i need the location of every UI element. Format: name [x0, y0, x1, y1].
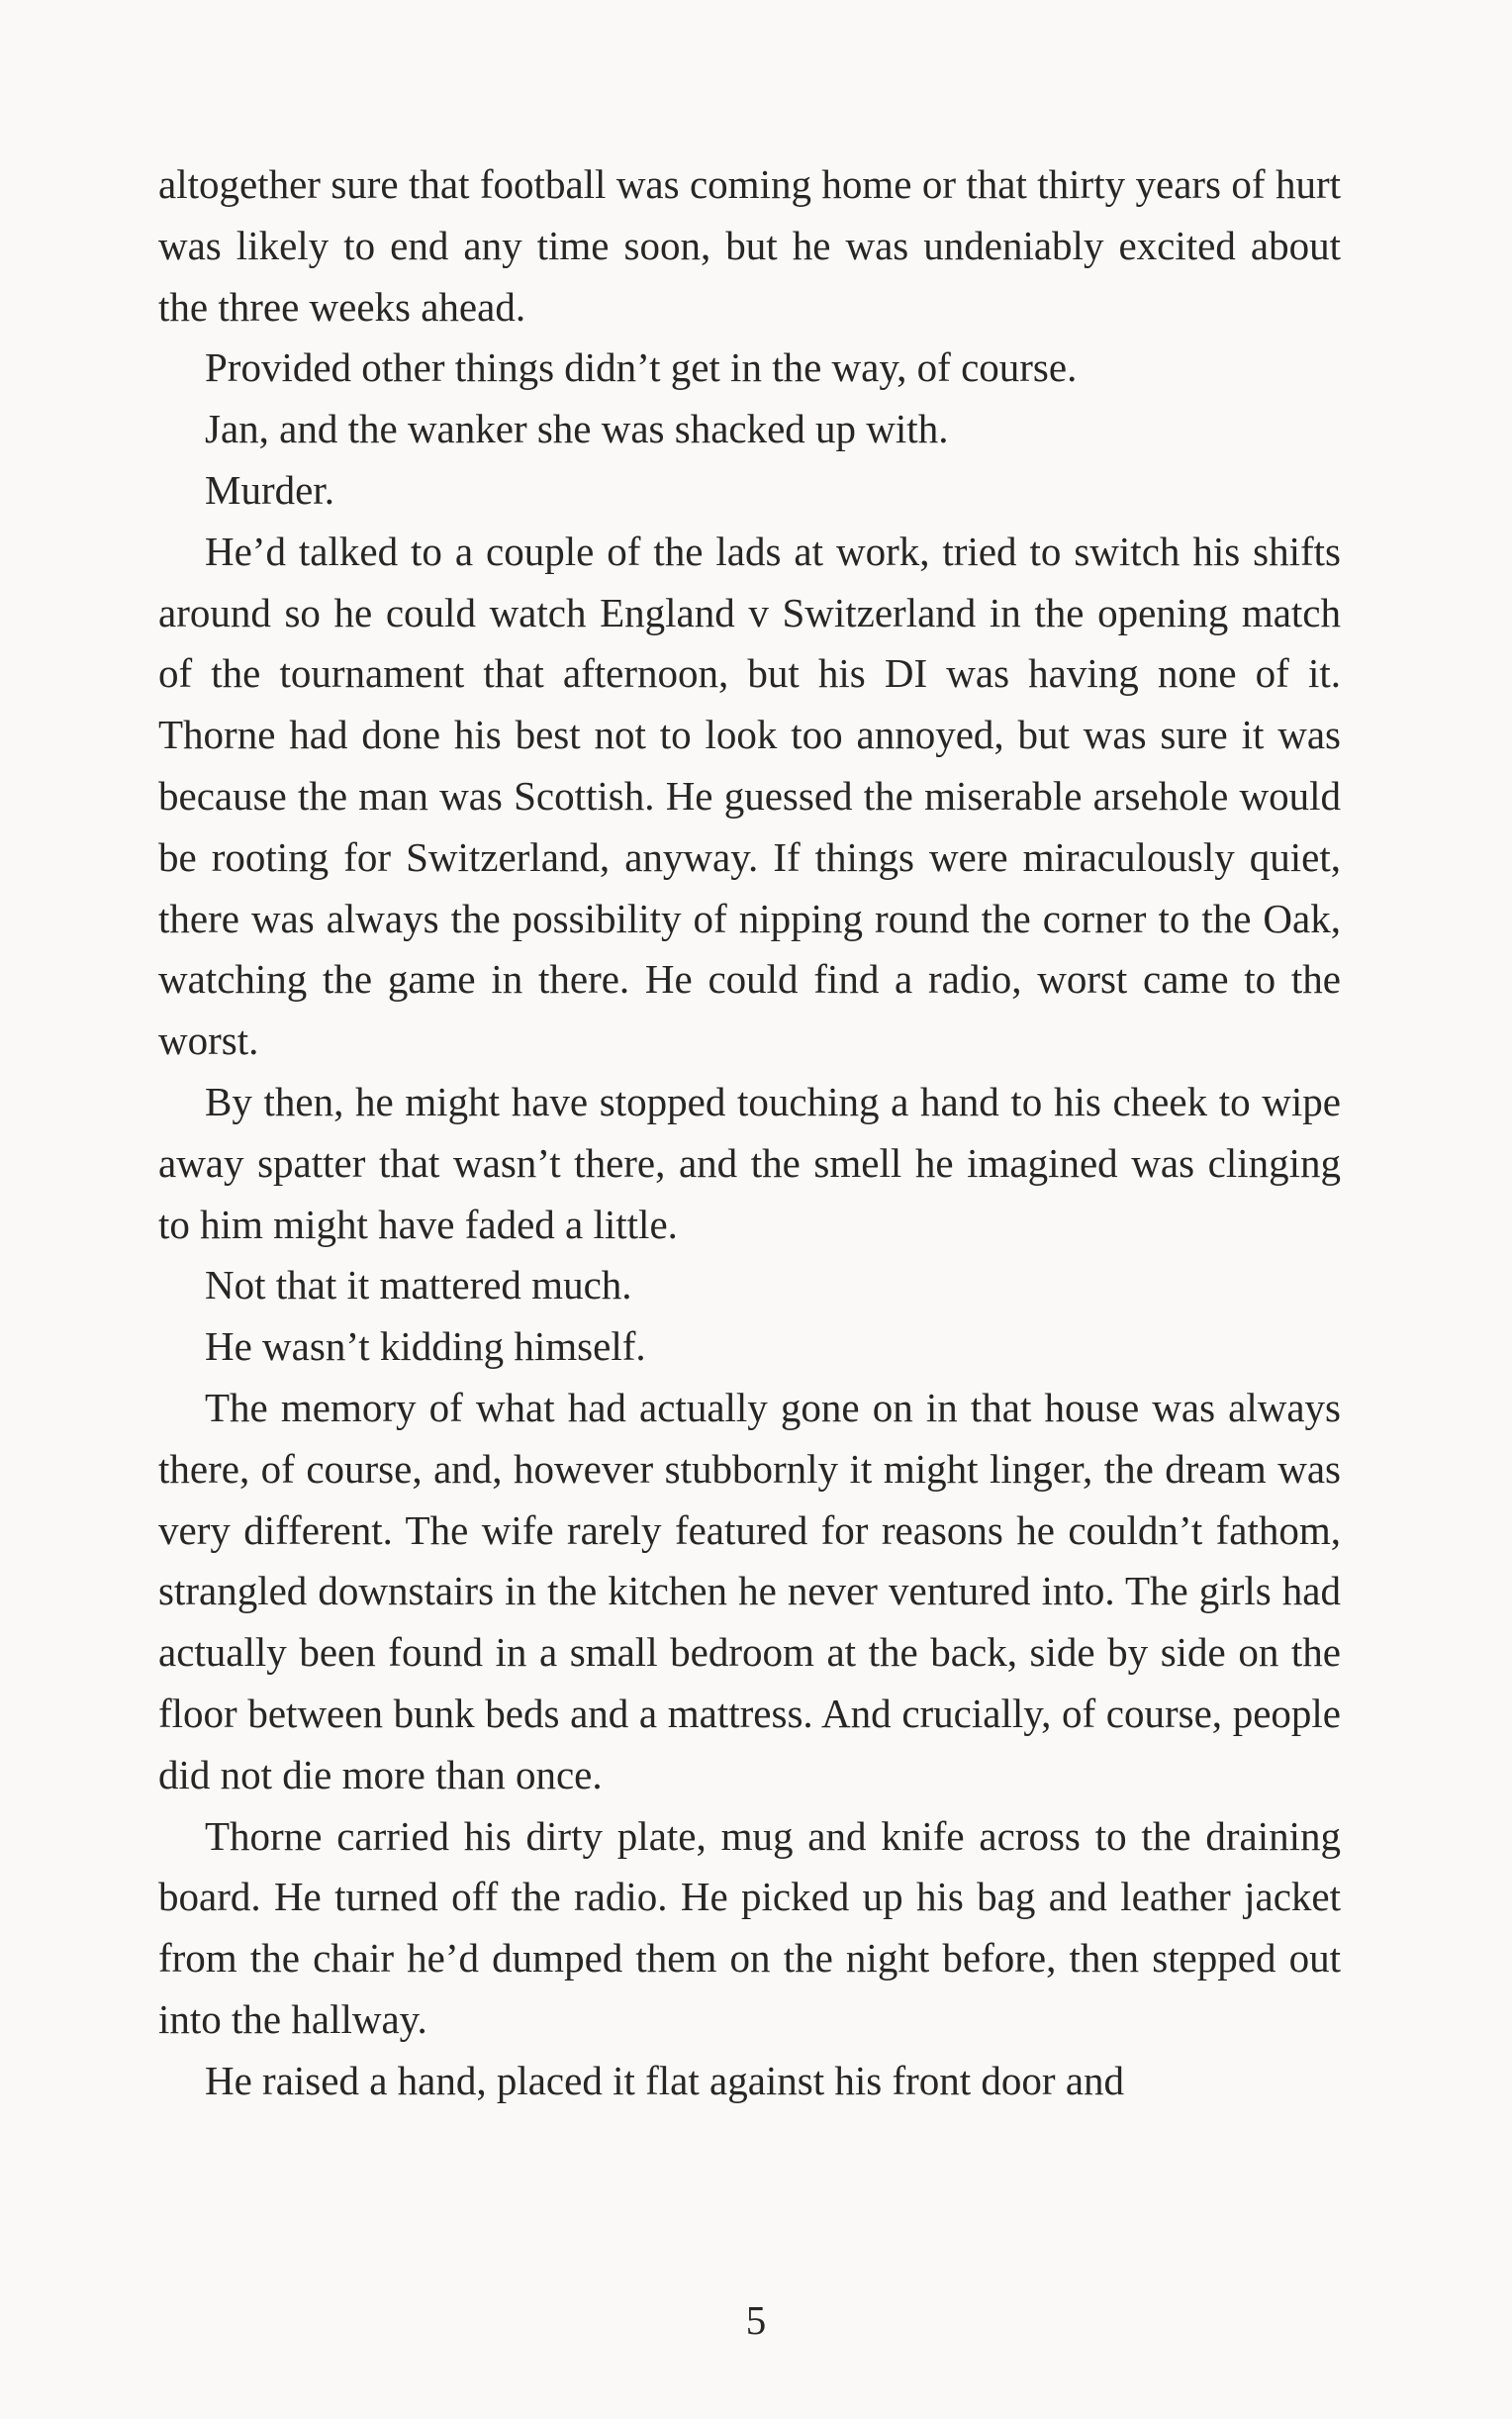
paragraph: By then, he might have stopped touching a hand to his cheek to wipe away spatter that wasn’t there, and the smell he imagined was clinging to him might have faded a little.	[158, 1078, 1341, 1247]
paragraph: He wasn’t kidding himself.	[205, 1323, 646, 1370]
paragraph: altogether sure that football was coming home or that thirty years of hurt was likely to end any time soon, but he was undeniably excited about the three weeks ahead.	[158, 161, 1341, 330]
paragraph: Thorne carried his dirty plate, mug and knife across to the draining board. He turned off the radio. He picked up his bag and leather jacket from the chair he’d dumped them on the night before, then stepped out into the hallway.	[158, 1812, 1341, 2042]
paragraph: Not that it mattered much.	[205, 1262, 632, 1308]
page-number: 5	[745, 2297, 767, 2343]
body-text	[158, 154, 1341, 2112]
paragraph: He’d talked to a couple of the lads at work, tried to switch his shifts around so he could watch England v Switzerland in the opening match of the tournament that afternoon, but his DI was having none of it. Thorne had done his best not to look too annoyed, but was sure it was because the man was Scottish. He guessed the miserable arsehole would be rooting for Switzerland, anyway. If things were miraculously quiet, there was always the possibility of nipping round the corner to the Oak, watching the game in there. He could find a radio, worst came to the worst.	[158, 528, 1341, 1064]
paragraph: Jan, and the wanker she was shacked up with.	[205, 406, 949, 452]
paragraph: He raised a hand, placed it flat against his front door and	[205, 2057, 1125, 2103]
paragraph: The memory of what had actually gone on in that house was always there, of course, and, however stubbornly it might linger, the dream was very different. The wife rarely featured for reasons he couldn’t fathom, strangled downstairs in the kitchen he never ventured into. The girls had actually been found in a small bedroom at the back, side by side on the floor between bunk beds and a mattress. And crucially, of course, people did not die more than once.	[158, 1384, 1341, 1797]
paragraph: Murder.	[205, 466, 334, 513]
paragraph: Provided other things didn’t get in the way, of course.	[205, 344, 1078, 391]
